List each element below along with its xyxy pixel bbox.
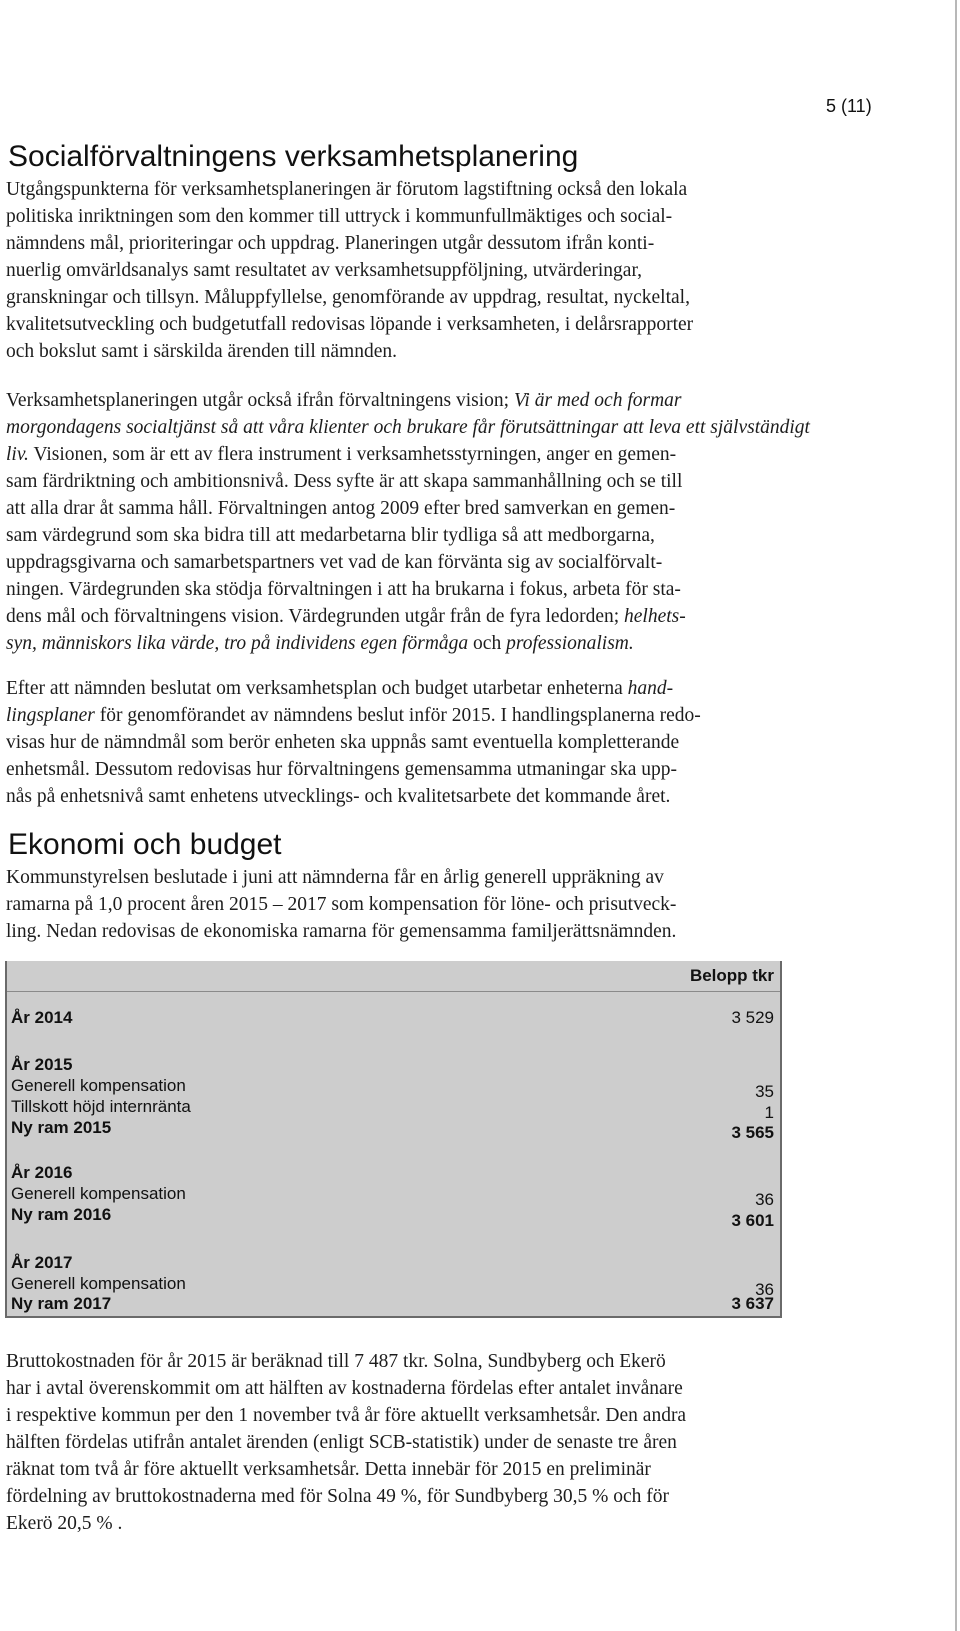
row-label: Ny ram 2015 (11, 1118, 112, 1137)
text-line: nås på enhetsnivå samt enhetens utvecklings- och kvalitetsarbete det kommande året. (6, 786, 671, 807)
table-unit-header: Belopp tkr (689, 966, 774, 985)
text-line: kvalitetsutveckling och budgetutfall redovisas löpande i verksamheten, i delårsrapporter (6, 314, 694, 335)
text-line: nämndens mål, prioriteringar och uppdrag. Planeringen utgår dessutom ifrån konti- (6, 233, 655, 254)
table-row (11, 1292, 774, 1316)
text-line: och bokslut samt i särskilda ärenden till nämnden. (6, 341, 397, 362)
row-label: År 2017 (11, 1253, 73, 1272)
text-run: och (468, 633, 507, 654)
text-line: granskningar och tillsyn. Måluppfyllelse, genomförande av uppdrag, resultat, nyckeltal, (6, 287, 690, 308)
text-line (6, 675, 796, 702)
row-value: 36 (755, 1190, 774, 1209)
row-value: 35 (755, 1082, 774, 1101)
ledord: helhets- (624, 606, 686, 627)
text-line: har i avtal överenskommit om att hälften av kostnaderna fördelas efter antalet invånare (6, 1378, 683, 1399)
row-value: 36 (755, 1280, 774, 1299)
vision-quote: morgondagens socialtjänst så att våra klienter och brukare får förutsättningar att leva ett självständigt (6, 417, 810, 438)
text-line: uppdragsgivarna och samarbetspartners vet vad de kan förvänta sig av socialförvalt- (6, 552, 663, 573)
text-line: att alla drar åt samma håll. Förvaltningen antog 2009 efter bred samverkan en gemen- (6, 498, 676, 519)
page-number: 5 (11) (826, 96, 872, 116)
ledord: syn, människors lika värde, tro på individens egen förmåga (6, 633, 469, 654)
text-line: visas hur de nämndmål som berör enheten ska uppnås samt eventuella kompletterande (6, 732, 680, 753)
row-label: År 2015 (11, 1055, 73, 1074)
text-line: i respektive kommun per den 1 november två år före aktuellt verksamhetsår. Den andra (6, 1405, 687, 1426)
text-line (6, 603, 796, 630)
text-line: Bruttokostnaden för år 2015 är beräknad till 7 487 tkr. Solna, Sundbyberg och Ekerö (6, 1351, 666, 1372)
text-run: Verksamhetsplaneringen utgår också ifrån förvaltningens vision; (6, 390, 514, 411)
text-line: Utgångspunkterna för verksamhetsplaneringen är förutom lagstiftning också den lokala (6, 179, 688, 200)
table-row (11, 1116, 774, 1140)
emphasis: lingsplaner (6, 705, 95, 726)
row-label: Generell kompensation (11, 1076, 186, 1095)
text-line: Kommunstyrelsen beslutade i juni att nämnderna får en årlig generell uppräkning av (6, 867, 664, 888)
row-label: År 2016 (11, 1163, 73, 1182)
text-line: fördelning av bruttokostnaderna med för Solna 49 %, för Sundbyberg 30,5 % och för (6, 1486, 670, 1507)
text-run: Visionen, som är ett av flera instrument i verksamhetsstyrningen, anger en gemen- (28, 444, 677, 465)
page-edge-rule (955, 0, 957, 1631)
text-run: Efter att nämnden beslutat om verksamhetsplan och budget utarbetar enheterna (6, 678, 628, 699)
paragraph-vision (6, 387, 810, 657)
row-label: Generell kompensation (11, 1274, 186, 1293)
ledord: professionalism. (506, 633, 634, 654)
text-line: politiska inriktningen som den kommer till uttryck i kommunfullmäktiges och social- (6, 206, 673, 227)
text-line: ling. Nedan redovisas de ekonomiska ramarna för gemensamma familjerättsnämnden. (6, 921, 677, 942)
row-label: Tillskott höjd internränta (11, 1097, 191, 1116)
text-line (6, 441, 796, 468)
text-run: dens mål och förvaltningens vision. Värdegrunden utgår från de fyra ledorden; (6, 606, 625, 627)
row-value: 3 565 (731, 1123, 774, 1142)
vision-quote: Vi är med och formar (513, 390, 682, 411)
section-heading-verksamhetsplanering: Socialförvaltningens verksamhetsplanering (8, 140, 579, 173)
text-line: enhetsmål. Dessutom redovisas hur förvaltningens gemensamma utmaningar ska upp- (6, 759, 677, 780)
paragraph-kommunstyrelsen (6, 864, 796, 945)
row-value: 3 601 (731, 1211, 774, 1230)
row-label: År 2014 (11, 1008, 73, 1027)
section-heading-ekonomi: Ekonomi och budget (8, 828, 282, 861)
row-value: 3 637 (731, 1294, 774, 1313)
table-row (11, 1203, 774, 1230)
table-header-divider (7, 991, 780, 992)
text-line: räknat tom två år före aktuellt verksamhetsår. Detta innebär för 2015 en preliminär (6, 1459, 651, 1480)
row-label: Ny ram 2016 (11, 1205, 112, 1224)
text-line (6, 702, 796, 729)
text-line (6, 387, 796, 414)
row-label: Ny ram 2017 (11, 1294, 112, 1313)
row-value: 3 529 (731, 1008, 774, 1027)
text-run: för genomförandet av nämndens beslut inför 2015. I handlingsplanerna redo- (94, 705, 701, 726)
text-line: sam värdegrund som ska bidra till att medarbetarna blir tydliga så att medborgarna, (6, 525, 655, 546)
table-row (11, 1006, 774, 1030)
text-line: hälften fördelas utifrån antalet ärenden (enligt SCB-statistik) under de senaste tre åren (6, 1432, 677, 1453)
vision-quote: liv. (6, 444, 29, 465)
paragraph-utgangspunkter (6, 176, 796, 365)
emphasis: hand- (627, 678, 674, 699)
text-line: Ekerö 20,5 % . (6, 1513, 123, 1534)
paragraph-bruttokostnad (6, 1348, 796, 1537)
row-value: 1 (764, 1103, 774, 1122)
text-line (6, 414, 810, 441)
text-line (6, 630, 796, 657)
paragraph-handlingsplaner (6, 675, 796, 810)
text-line: ramarna på 1,0 procent åren 2015 – 2017 som kompensation för löne- och prisutveck- (6, 894, 677, 915)
budget-table (5, 961, 782, 1318)
text-line: sam färdriktning och ambitionsnivå. Dess syfte är att skapa sammanhållning och se till (6, 471, 683, 492)
row-label: Generell kompensation (11, 1184, 186, 1203)
text-line: ningen. Värdegrunden ska stödja förvaltningen i att ha brukarna i fokus, arbeta för sta- (6, 579, 681, 600)
text-line: nuerlig omvärldsanalys samt resultatet av verksamhetsuppföljning, utvärderingar, (6, 260, 643, 281)
